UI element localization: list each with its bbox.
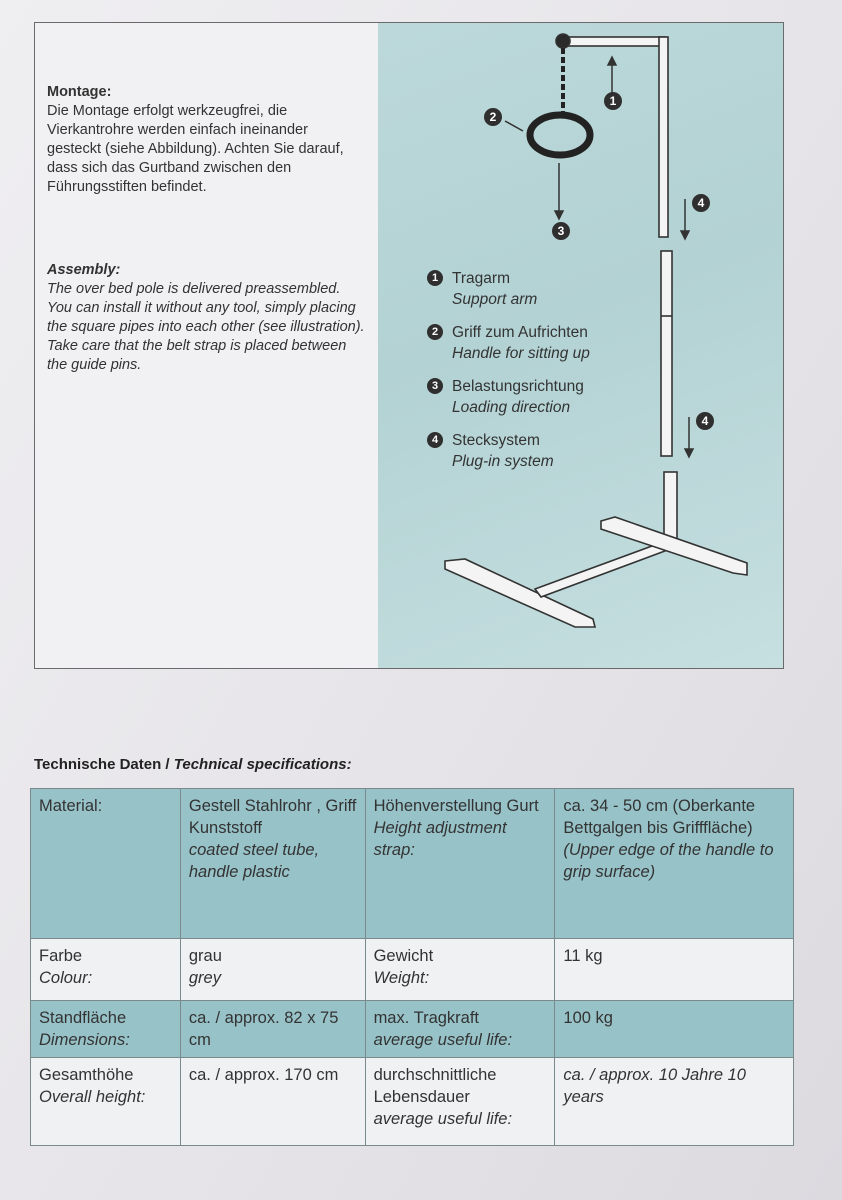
assembly-section	[34, 22, 784, 669]
bed-pole-illustration	[35, 23, 783, 668]
cell-text-en: grey	[188, 969, 221, 987]
table-cell	[365, 1001, 555, 1058]
table-cell	[555, 789, 794, 939]
cell-text-en: Overall height:	[39, 1088, 146, 1106]
handle-grip	[530, 115, 590, 155]
table-row	[31, 1058, 794, 1146]
cell-text-de: Höhenverstellung Gurt	[373, 797, 539, 815]
table-cell	[180, 1058, 365, 1146]
legend-number-2: 2	[427, 324, 443, 340]
cell-text-de: durchschnittliche Lebensdauer	[373, 1066, 497, 1106]
legend-number-3: 3	[427, 378, 443, 394]
cell-text-de: Farbe	[39, 947, 83, 965]
cell-text-en: average useful life:	[373, 1110, 513, 1128]
cell-text-de: ca. / approx. 82 x 75 cm	[188, 1009, 339, 1049]
cell-text-en: Dimensions:	[39, 1031, 130, 1049]
cell-text-en: average useful life:	[373, 1031, 513, 1049]
legend-label-de: Tragarm	[452, 270, 510, 287]
cell-text-de: ca. / approx. 170 cm	[188, 1066, 339, 1084]
marker-3-text: 3	[557, 224, 565, 238]
cell-text-en: coated steel tube, handle plastic	[188, 841, 320, 881]
table-cell	[555, 939, 794, 1001]
table-cell	[31, 1001, 181, 1058]
cell-text-de: max. Tragkraft	[373, 1009, 480, 1027]
table-cell	[180, 789, 365, 939]
table-cell	[555, 1058, 794, 1146]
table-cell	[31, 939, 181, 1001]
marker-4-upper-text: 4	[697, 196, 705, 210]
table-row	[31, 939, 794, 1001]
table-cell	[31, 1058, 181, 1146]
assembly-heading-english: Assembly:	[47, 262, 121, 278]
legend-label-en: Loading direction	[452, 399, 571, 416]
specs-table	[30, 788, 794, 1146]
cell-text-en: Height adjustment strap:	[373, 819, 507, 859]
cell-text-en: Colour:	[39, 969, 93, 987]
assembly-body-german: Die Montage erfolgt werkzeugfrei, die Vierkantrohre werden einfach ineinander gesteckt (siehe Abbildung). Achten Sie darauf, dass sich das Gurtband zwischen den Führungsstiften befindet.	[47, 103, 344, 195]
table-cell	[555, 1001, 794, 1058]
assembly-body-english: The over bed pole is delivered preassembled. You can install it without any tool, simply placing the square pipes into each other (see illustration). Take care that the belt strap is placed between the guide pins.	[47, 281, 365, 373]
cell-text-de: Material:	[39, 797, 103, 815]
table-cell	[365, 1058, 555, 1146]
legend-item-plug-in-system	[427, 430, 667, 472]
cell-text-de: grau	[188, 947, 222, 965]
cell-text-en: ca. / approx. 10 Jahre 10 years	[563, 1066, 746, 1106]
cell-text-de: 11 kg	[563, 947, 603, 965]
cell-text-en: (Upper edge of the handle to grip surface)	[563, 841, 774, 881]
cell-text-de: Standfläche	[39, 1009, 127, 1027]
cell-text-de: Gestell Stahlrohr , Griff Kunststoff	[188, 797, 357, 837]
marker-1-text: 1	[609, 94, 617, 108]
legend-number-4: 4	[427, 432, 443, 448]
marker-4-lower-text: 4	[701, 414, 709, 428]
legend-label-en: Support arm	[452, 291, 538, 308]
legend-item-support-arm	[427, 268, 667, 310]
specs-title-german: Technische Daten /	[34, 756, 174, 773]
table-cell	[365, 789, 555, 939]
arrow-plug-upper-head	[681, 231, 689, 239]
legend-label-en: Handle for sitting up	[452, 345, 590, 362]
arrow-load-head	[555, 211, 563, 219]
legend-item-loading-direction	[427, 376, 667, 418]
table-cell	[365, 939, 555, 1001]
specs-title	[34, 756, 352, 773]
table-row	[31, 789, 794, 939]
illustration-legend	[427, 268, 667, 484]
legend-label-de: Griff zum Aufrichten	[452, 324, 588, 341]
cell-text-de: Gewicht	[373, 947, 434, 965]
legend-item-handle	[427, 322, 667, 364]
legend-label-de: Stecksystem	[452, 432, 540, 449]
cell-text-de: Gesamthöhe	[39, 1066, 134, 1084]
cell-text-de: ca. 34 - 50 cm (Oberkante Bettgalgen bis Grifffläche)	[563, 797, 756, 837]
assembly-heading-german: Montage:	[47, 84, 112, 100]
marker-2-text: 2	[489, 110, 497, 124]
cell-text-de: 100 kg	[563, 1009, 613, 1027]
base-foot-left	[445, 559, 595, 627]
table-cell	[180, 939, 365, 1001]
legend-label-en: Plug-in system	[452, 453, 554, 470]
arrow-handle-line	[505, 121, 523, 131]
table-cell	[31, 789, 181, 939]
legend-number-1: 1	[427, 270, 443, 286]
support-arm-shape	[562, 37, 665, 46]
arrow-plug-lower-head	[685, 449, 693, 457]
cell-text-en: Weight:	[373, 969, 430, 987]
legend-label-de: Belastungsrichtung	[452, 378, 584, 395]
table-row	[31, 1001, 794, 1058]
arm-end-cap	[556, 34, 570, 48]
arrow-up-head	[608, 57, 616, 65]
upper-pole-shape	[659, 37, 668, 237]
table-cell	[180, 1001, 365, 1058]
specs-title-english: Technical specifications:	[173, 756, 352, 773]
